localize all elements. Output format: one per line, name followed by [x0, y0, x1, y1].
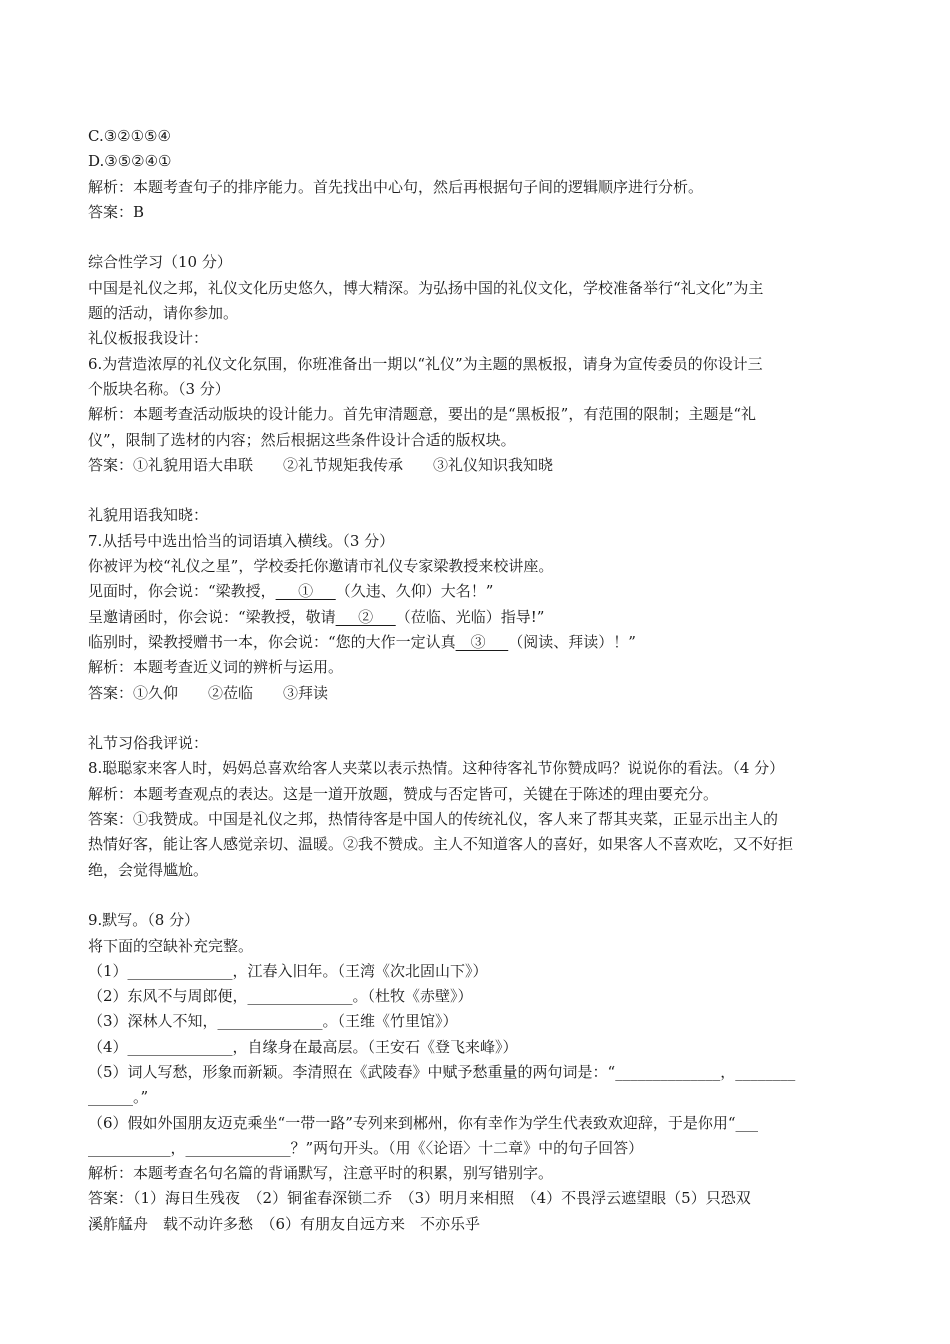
q6-stem-line-2: 个版块名称。（3 分）: [88, 379, 230, 398]
q8-stem: 8.聪聪家来客人时，妈妈总喜欢给客人夹菜以表示热情。这种待客礼节你赞成吗？说说你的看法。（4 分）: [88, 759, 785, 778]
q9-stem: 9.默写。（8 分）: [88, 911, 200, 930]
spacer: [88, 478, 868, 503]
spacer: [88, 883, 868, 908]
q9-item: （6）假如外国朋友迈克乘坐“一带一路”专列来到郴州，你有幸作为学生代表致欢迎辞，于是你用“___: [88, 1113, 759, 1132]
q7-sentence-1: [88, 579, 868, 604]
q8-answer-line-2: 热情好客，能让客人感觉亲切、温暖。②我不赞成。主人不知道客人的喜好，如果客人不喜欢吃，又不好拒: [88, 835, 794, 854]
q7-stem: 7.从括号中选出恰当的词语填入横线。（3 分）: [88, 531, 395, 550]
option-c: C.③②①⑤④: [88, 127, 171, 145]
section-intro-line-2: 题的活动，请你参加。: [88, 304, 239, 323]
section-title: 综合性学习（10 分）: [88, 253, 232, 272]
q7-sentence-2: [88, 605, 868, 630]
q9-answer-line-1: 答案：（1）海日生残夜 （2）铜雀春深锁二乔 （3）明月来相照 （4）不畏浮云遮望眼（5）只恐双: [88, 1189, 751, 1208]
q9-answer-line-2: 溪舴艋舟 载不动许多愁 （6）有朋友自远方来 不亦乐乎: [88, 1214, 481, 1233]
q6-answer: 答案：①礼貌用语大串联 ②礼节规矩我传承 ③礼仪知识我知晓: [88, 455, 554, 474]
q7-answer: 答案：①久仰 ②莅临 ③拜读: [88, 683, 329, 702]
q7-sentence-3: [88, 630, 868, 655]
q9-item: （1）______________，江春入旧年。（王湾《次北固山下》）: [88, 961, 488, 980]
section-intro-line-1: 中国是礼仪之邦，礼仪文化历史悠久，博大精深。为弘扬中国的礼仪文化，学校准备举行“礼文化”为主: [88, 278, 764, 297]
q7-blank-2: ___②___: [335, 607, 396, 626]
q9-item: （4）______________，自缘身在最高层。（王安石《登飞来峰》）: [88, 1037, 518, 1056]
option-d: D.③⑤②④①: [88, 152, 172, 171]
q9-item: （5）词人写愁，形象而新颖。李清照在《武陵春》中赋予愁重量的两句词是：“______________，________: [88, 1062, 796, 1081]
document-page: [88, 124, 868, 1237]
q7-heading: 礼貌用语我知晓：: [88, 506, 209, 525]
q8-answer-line-1: 答案：①我赞成。中国是礼仪之邦，热情待客是中国人的传统礼仪，客人来了帮其夹菜，正显示出主人的: [88, 810, 779, 829]
q8-answer-line-3: 绝，会觉得尴尬。: [88, 860, 209, 879]
q9-analysis: 解析：本题考查名句名篇的背诵默写，注意平时的积累，别写错别字。: [88, 1164, 554, 1183]
q7-s1-post: （久违、久仰）大名！”: [335, 582, 494, 601]
q7-analysis: 解析：本题考查近义词的辨析与运用。: [88, 658, 344, 677]
spacer: [88, 225, 868, 250]
q9-instruction: 将下面的空缺补充完整。: [88, 936, 254, 955]
q7-s1-pre: 见面时，你会说：“梁教授，: [88, 582, 276, 601]
q8-analysis: 解析：本题考查观点的表达。这是一道开放题，赞成与否定皆可，关键在于陈述的理由要充分。: [88, 784, 719, 803]
q6-analysis-line-2: 仪”，限制了选材的内容；然后根据这些条件设计合适的版权块。: [88, 430, 516, 449]
q6-heading: 礼仪板报我设计：: [88, 329, 209, 348]
q7-blank-1: ___①___: [275, 582, 336, 601]
q7-s3-pre: 临别时，梁教授赠书一本，你会说：“您的大作一定认真: [88, 632, 456, 651]
q9-item: ___________，______________？”两句开头。（用《〈论语〉十二章》中的句子回答）: [88, 1138, 644, 1157]
q9-item: （2）东风不与周郎便，______________。（杜牧《赤壁》）: [88, 987, 473, 1006]
q9-item: ______。”: [88, 1088, 149, 1107]
q5-analysis: 解析：本题考查句子的排序能力。首先找出中心句，然后再根据句子间的逻辑顺序进行分析。: [88, 177, 704, 196]
q7-s3-post: （阅读、拜读）！”: [508, 632, 636, 651]
q7-s2-post: （莅临、光临）指导!”: [395, 607, 545, 626]
q6-stem-line-1: 6.为营造浓厚的礼仪文化氛围，你班准备出一期以“礼仪”为主题的黑板报，请身为宣传委员的你设计三: [88, 354, 763, 373]
q9-item: （3）深林人不知，______________。（王维《竹里馆》）: [88, 1012, 458, 1031]
q8-heading: 礼节习俗我评说：: [88, 734, 209, 753]
spacer: [88, 706, 868, 731]
q7-s2-pre: 呈邀请函时，你会说：“梁教授，敬请: [88, 607, 336, 626]
q5-answer: 答案：B: [88, 202, 145, 221]
q6-analysis-line-1: 解析：本题考查活动版块的设计能力。首先审清题意，要出的是“黑板报”，有范围的限制；主题是“礼: [88, 405, 757, 424]
q7-blank-3: __③___: [455, 632, 509, 651]
q7-context: 你被评为校“礼仪之星”，学校委托你邀请市礼仪专家梁教授来校讲座。: [88, 557, 554, 576]
